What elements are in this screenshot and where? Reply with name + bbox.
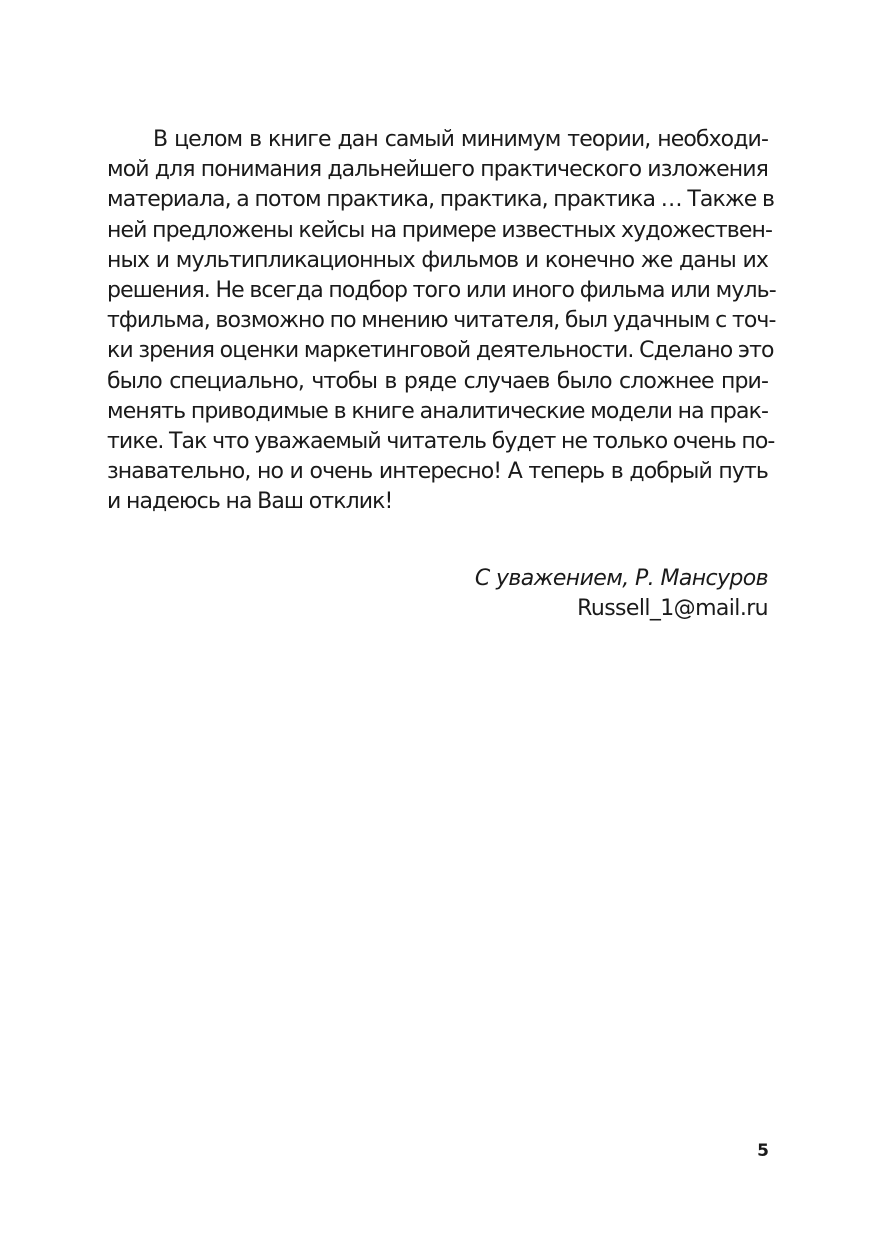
signature-email: Russell_1@mail.ru xyxy=(577,596,768,621)
paragraph-line: менять приводимые в книге аналитические модели на прак- xyxy=(107,398,768,424)
paragraph-line: ки зрения оценки маркетинговой деятельности. Сделано это xyxy=(107,338,774,364)
paragraph-line: решения. Не всегда подбор того или иного фильма или муль- xyxy=(107,277,776,303)
paragraph-line: ных и мультипликационных фильмов и конечно же даны их xyxy=(107,247,768,273)
paragraph-line: мой для понимания дальнейшего практического изложения xyxy=(107,157,768,183)
signature-name: С уважением, Р. Мансуров xyxy=(474,566,768,591)
paragraph-line: материала, а потом практика, практика, практика … Также в xyxy=(107,187,775,213)
paragraph-line: знавательно, но и очень интересно! А теперь в добрый путь xyxy=(107,459,768,485)
paragraph-line: тике. Так что уважаемый читатель будет не только очень по- xyxy=(107,428,775,454)
paragraph-line: и надеюсь на Ваш отклик! xyxy=(107,489,393,515)
paragraph-line: тфильма, возможно по мнению читателя, был удачным с точ- xyxy=(107,308,776,334)
paragraph-line: было специально, чтобы в ряде случаев было сложнее при- xyxy=(107,368,768,394)
paragraph-line: ней предложены кейсы на примере известных художествен- xyxy=(107,217,773,243)
signature-block xyxy=(475,564,768,624)
paragraph-line: В целом в книге дан самый минимум теории, необходи- xyxy=(153,127,768,152)
body-paragraph xyxy=(107,125,776,517)
page-number: 5 xyxy=(757,1141,769,1161)
